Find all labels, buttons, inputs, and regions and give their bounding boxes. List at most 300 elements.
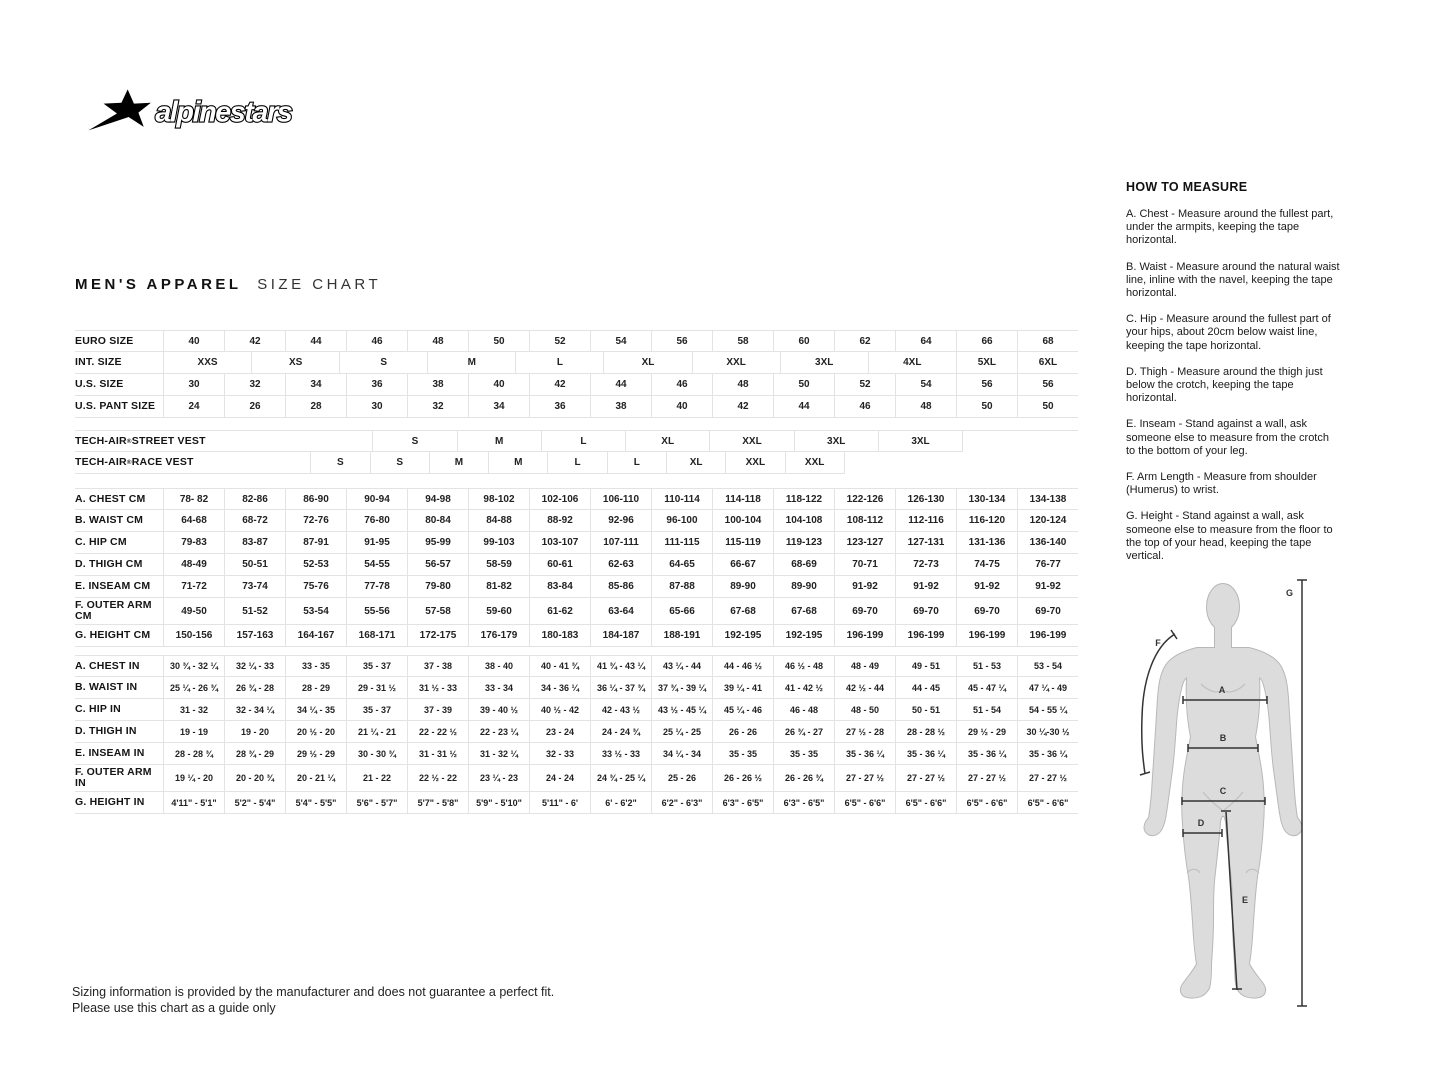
- cell-height-cm-11: 196-199: [834, 625, 895, 647]
- cell-chest-in-11: 48 - 49: [834, 656, 895, 677]
- cell-height-cm-2: 164-167: [285, 625, 346, 647]
- cell-us-pant-size-13: 50: [956, 396, 1017, 418]
- cell-chest-cm-7: 106-110: [590, 489, 651, 510]
- cell-outer-arm-in-11: 27 - 27 ½: [834, 765, 895, 792]
- measure-instruction-hip: C. Hip - Measure around the fullest part of your hips, about 20cm below waist line, keeping the tape horizontal.: [1126, 313, 1331, 352]
- cell-euro-size-10: 60: [773, 331, 834, 352]
- row-label-outer-arm-cm: F. OUTER ARM CM: [75, 598, 163, 625]
- cell-chest-cm-12: 126-130: [895, 489, 956, 510]
- cell-thigh-in-12: 28 - 28 ½: [895, 721, 956, 743]
- cell-tech-air-race-vest-7: XL: [666, 452, 725, 474]
- row-label-inseam-cm: E. INSEAM CM: [75, 576, 163, 598]
- cell-thigh-in-2: 20 ½ - 20: [285, 721, 346, 743]
- cell-tech-air-street-vest-1: S: [372, 431, 456, 452]
- cell-outer-arm-cm-5: 59-60: [468, 598, 529, 625]
- cell-inseam-cm-2: 75-76: [285, 576, 346, 598]
- cell-waist-cm-10: 104-108: [773, 510, 834, 532]
- cell-us-pant-size-6: 36: [529, 396, 590, 418]
- cell-hip-in-3: 35 - 37: [346, 699, 407, 721]
- cell-thigh-in-4: 22 - 22 ½: [407, 721, 468, 743]
- cell-inseam-in-6: 32 - 33: [529, 743, 590, 765]
- cell-inseam-cm-6: 83-84: [529, 576, 590, 598]
- table-row-waist-cm: [75, 510, 1078, 532]
- measure-instruction-inseam: E. Inseam - Stand against a wall, ask someone else to measure from the crotch to the bottom of your leg.: [1126, 418, 1329, 457]
- cell-chest-cm-9: 114-118: [712, 489, 773, 510]
- cell-inseam-cm-1: 73-74: [224, 576, 285, 598]
- cell-us-size-8: 46: [651, 374, 712, 396]
- cell-euro-size-14: 68: [1017, 331, 1078, 352]
- cell-height-in-10: 6'3" - 6'5": [773, 792, 834, 814]
- measure-instruction-waist: B. Waist - Measure around the natural waist line, inline with the navel, keeping the tape horizontal.: [1126, 260, 1340, 300]
- cell-waist-in-4: 31 ½ - 33: [407, 677, 468, 699]
- how-to-measure-section: [1126, 180, 1341, 576]
- cell-us-size-10: 50: [773, 374, 834, 396]
- cell-int-size-10: 6XL: [1017, 352, 1078, 374]
- cell-us-size-9: 48: [712, 374, 773, 396]
- cell-inseam-cm-3: 77-78: [346, 576, 407, 598]
- cell-chest-in-2: 33 - 35: [285, 656, 346, 677]
- row-label-hip-cm: C. HIP CM: [75, 532, 163, 554]
- cell-inseam-cm-8: 87-88: [651, 576, 712, 598]
- table-row-hip-cm: [75, 532, 1078, 554]
- cell-chest-in-7: 41 ¾ - 43 ¼: [590, 656, 651, 677]
- cell-height-cm-8: 188-191: [651, 625, 712, 647]
- cell-tech-air-street-vest-3: L: [541, 431, 625, 452]
- cell-inseam-in-8: 34 ¼ - 34: [651, 743, 712, 765]
- cell-thigh-cm-6: 60-61: [529, 554, 590, 576]
- cell-waist-in-3: 29 - 31 ½: [346, 677, 407, 699]
- cell-height-in-9: 6'3" - 6'5": [712, 792, 773, 814]
- cell-inseam-cm-10: 89-90: [773, 576, 834, 598]
- cell-waist-cm-6: 88-92: [529, 510, 590, 532]
- cell-int-size-6: XXL: [692, 352, 780, 374]
- cell-chest-in-4: 37 - 38: [407, 656, 468, 677]
- cell-hip-cm-6: 103-107: [529, 532, 590, 554]
- cell-us-pant-size-1: 26: [224, 396, 285, 418]
- cell-inseam-in-9: 35 - 35: [712, 743, 773, 765]
- cell-outer-arm-cm-1: 51-52: [224, 598, 285, 625]
- row-label-us-size: U.S. SIZE: [75, 374, 163, 396]
- cell-chest-in-8: 43 ¼ - 44: [651, 656, 712, 677]
- cell-inseam-cm-11: 91-92: [834, 576, 895, 598]
- row-label-height-cm: G. HEIGHT CM: [75, 625, 163, 647]
- cell-waist-in-8: 37 ¾ - 39 ¼: [651, 677, 712, 699]
- cell-height-cm-9: 192-195: [712, 625, 773, 647]
- cell-height-cm-12: 196-199: [895, 625, 956, 647]
- cell-height-in-11: 6'5" - 6'6": [834, 792, 895, 814]
- cell-height-in-5: 5'9" - 5'10": [468, 792, 529, 814]
- cell-height-in-2: 5'4" - 5'5": [285, 792, 346, 814]
- cell-tech-air-race-vest-4: M: [488, 452, 547, 474]
- measure-instruction-thigh: D. Thigh - Measure around the thigh just below the crotch, keeping the tape horizontal.: [1126, 365, 1323, 405]
- cell-us-pant-size-10: 44: [773, 396, 834, 418]
- row-label-int-size: INT. SIZE: [75, 352, 163, 374]
- cell-us-size-3: 36: [346, 374, 407, 396]
- cell-inseam-in-14: 35 - 36 ¼: [1017, 743, 1078, 765]
- cell-waist-cm-4: 80-84: [407, 510, 468, 532]
- cell-hip-cm-9: 115-119: [712, 532, 773, 554]
- cell-thigh-cm-10: 68-69: [773, 554, 834, 576]
- cell-inseam-cm-0: 71-72: [163, 576, 224, 598]
- cell-tech-air-street-vest-6: 3XL: [794, 431, 878, 452]
- figure-label-e: E: [1242, 895, 1249, 905]
- cell-chest-cm-14: 134-138: [1017, 489, 1078, 510]
- cell-outer-arm-in-10: 26 - 26 ¾: [773, 765, 834, 792]
- cell-tech-air-street-vest-0: [206, 431, 373, 452]
- cell-chest-cm-0: 78- 82: [163, 489, 224, 510]
- cell-us-pant-size-11: 46: [834, 396, 895, 418]
- cell-waist-in-9: 39 ¼ - 41: [712, 677, 773, 699]
- cell-waist-cm-5: 84-88: [468, 510, 529, 532]
- table-row-thigh-in: [75, 721, 1078, 743]
- cell-waist-in-10: 41 - 42 ½: [773, 677, 834, 699]
- cell-us-pant-size-14: 50: [1017, 396, 1078, 418]
- row-label-tech-air-street-vest: TECH-AIR ® STREET VEST: [75, 431, 206, 452]
- cell-outer-arm-cm-10: 67-68: [773, 598, 834, 625]
- cell-thigh-in-8: 25 ¼ - 25: [651, 721, 712, 743]
- cell-height-in-13: 6'5" - 6'6": [956, 792, 1017, 814]
- cell-chest-cm-13: 130-134: [956, 489, 1017, 510]
- cell-height-cm-14: 196-199: [1017, 625, 1078, 647]
- cell-int-size-8: 4XL: [868, 352, 956, 374]
- table-row-us-size: [75, 374, 1078, 396]
- cell-hip-in-4: 37 - 39: [407, 699, 468, 721]
- table-row-chest-in: [75, 655, 1078, 677]
- cell-hip-in-9: 45 ¼ - 46: [712, 699, 773, 721]
- cell-waist-in-2: 28 - 29: [285, 677, 346, 699]
- cell-thigh-in-3: 21 ¼ - 21: [346, 721, 407, 743]
- cell-height-cm-5: 176-179: [468, 625, 529, 647]
- cell-height-cm-4: 172-175: [407, 625, 468, 647]
- cell-us-size-4: 38: [407, 374, 468, 396]
- cell-thigh-cm-14: 76-77: [1017, 554, 1078, 576]
- table-row-int-size: [75, 352, 1078, 374]
- row-label-waist-in: B. WAIST IN: [75, 677, 163, 699]
- cell-thigh-cm-1: 50-51: [224, 554, 285, 576]
- cell-us-pant-size-8: 40: [651, 396, 712, 418]
- figure-label-f: F: [1155, 638, 1161, 648]
- cell-outer-arm-cm-7: 63-64: [590, 598, 651, 625]
- cell-outer-arm-in-3: 21 - 22: [346, 765, 407, 792]
- measure-instruction-height: G. Height - Stand against a wall, ask someone else to measure from the floor to the top of your head, keeping the tape vertical.: [1126, 510, 1333, 563]
- cell-outer-arm-cm-14: 69-70: [1017, 598, 1078, 625]
- cell-outer-arm-cm-2: 53-54: [285, 598, 346, 625]
- cell-us-size-2: 34: [285, 374, 346, 396]
- cell-height-in-12: 6'5" - 6'6": [895, 792, 956, 814]
- cell-height-in-7: 6' - 6'2": [590, 792, 651, 814]
- cell-us-size-1: 32: [224, 374, 285, 396]
- row-label-thigh-in: D. THIGH IN: [75, 721, 163, 743]
- cell-height-cm-7: 184-187: [590, 625, 651, 647]
- cell-chest-in-13: 51 - 53: [956, 656, 1017, 677]
- cell-outer-arm-cm-4: 57-58: [407, 598, 468, 625]
- cell-height-in-6: 5'11" - 6': [529, 792, 590, 814]
- cell-us-pant-size-4: 32: [407, 396, 468, 418]
- cell-hip-cm-10: 119-123: [773, 532, 834, 554]
- cell-thigh-cm-9: 66-67: [712, 554, 773, 576]
- cell-thigh-in-1: 19 - 20: [224, 721, 285, 743]
- table-row-outer-arm-cm: [75, 598, 1078, 625]
- cell-hip-in-5: 39 - 40 ½: [468, 699, 529, 721]
- cell-hip-cm-14: 136-140: [1017, 532, 1078, 554]
- cell-outer-arm-in-5: 23 ¼ - 23: [468, 765, 529, 792]
- cell-chest-in-0: 30 ¾ - 32 ¼: [163, 656, 224, 677]
- cell-chest-cm-1: 82-86: [224, 489, 285, 510]
- cell-chest-cm-8: 110-114: [651, 489, 712, 510]
- cell-waist-in-13: 45 - 47 ¼: [956, 677, 1017, 699]
- cell-chest-in-14: 53 - 54: [1017, 656, 1078, 677]
- table-row-waist-in: [75, 677, 1078, 699]
- cell-waist-cm-0: 64-68: [163, 510, 224, 532]
- cell-waist-in-12: 44 - 45: [895, 677, 956, 699]
- cell-euro-size-7: 54: [590, 331, 651, 352]
- cell-hip-in-14: 54 - 55 ¼: [1017, 699, 1078, 721]
- cell-tech-air-race-vest-9: XXL: [785, 452, 844, 474]
- cell-height-in-4: 5'7" - 5'8": [407, 792, 468, 814]
- cell-tech-air-street-vest-4: XL: [625, 431, 709, 452]
- table-row-thigh-cm: [75, 554, 1078, 576]
- cell-thigh-cm-4: 56-57: [407, 554, 468, 576]
- cell-thigh-in-13: 29 ½ - 29: [956, 721, 1017, 743]
- cell-hip-cm-12: 127-131: [895, 532, 956, 554]
- cell-outer-arm-in-7: 24 ¾ - 25 ¼: [590, 765, 651, 792]
- row-label-height-in: G. HEIGHT IN: [75, 792, 163, 814]
- cell-inseam-in-2: 29 ½ - 29: [285, 743, 346, 765]
- cell-thigh-cm-2: 52-53: [285, 554, 346, 576]
- cell-waist-cm-1: 68-72: [224, 510, 285, 532]
- cell-hip-cm-13: 131-136: [956, 532, 1017, 554]
- cell-inseam-in-12: 35 - 36 ¼: [895, 743, 956, 765]
- cell-waist-cm-3: 76-80: [346, 510, 407, 532]
- row-label-tech-air-race-vest: TECH-AIR ® RACE VEST: [75, 452, 194, 474]
- cell-us-pant-size-9: 42: [712, 396, 773, 418]
- cell-tech-air-race-vest-2: S: [370, 452, 429, 474]
- row-label-chest-in: A. CHEST IN: [75, 656, 163, 677]
- figure-label-b: B: [1219, 733, 1227, 743]
- cell-inseam-cm-5: 81-82: [468, 576, 529, 598]
- cell-height-in-0: 4'11" - 5'1": [163, 792, 224, 814]
- cell-tech-air-race-vest-3: M: [429, 452, 488, 474]
- cell-height-cm-3: 168-171: [346, 625, 407, 647]
- cell-outer-arm-in-2: 20 - 21 ¼: [285, 765, 346, 792]
- cell-tech-air-street-vest-8: [962, 431, 1078, 452]
- table-row-inseam-cm: [75, 576, 1078, 598]
- cell-waist-in-7: 36 ¼ - 37 ¾: [590, 677, 651, 699]
- cell-height-cm-6: 180-183: [529, 625, 590, 647]
- row-label-hip-in: C. HIP IN: [75, 699, 163, 721]
- cell-us-size-13: 56: [956, 374, 1017, 396]
- cell-hip-in-13: 51 - 54: [956, 699, 1017, 721]
- cell-height-in-3: 5'6" - 5'7": [346, 792, 407, 814]
- cell-euro-size-11: 62: [834, 331, 895, 352]
- cell-hip-in-11: 48 - 50: [834, 699, 895, 721]
- cell-outer-arm-in-4: 22 ½ - 22: [407, 765, 468, 792]
- cell-hip-cm-2: 87-91: [285, 532, 346, 554]
- cell-thigh-cm-13: 74-75: [956, 554, 1017, 576]
- cell-hip-cm-8: 111-115: [651, 532, 712, 554]
- cell-chest-in-9: 44 - 46 ½: [712, 656, 773, 677]
- table-row-hip-in: [75, 699, 1078, 721]
- cell-chest-in-1: 32 ¼ - 33: [224, 656, 285, 677]
- cell-outer-arm-cm-12: 69-70: [895, 598, 956, 625]
- cell-inseam-cm-9: 89-90: [712, 576, 773, 598]
- disclaimer: [72, 984, 554, 1016]
- row-label-chest-cm: A. CHEST CM: [75, 489, 163, 510]
- page-title-main: MEN'S APPAREL: [75, 276, 242, 293]
- cell-chest-in-10: 46 ½ - 48: [773, 656, 834, 677]
- cell-tech-air-race-vest-10: [844, 452, 1078, 474]
- cell-chest-cm-3: 90-94: [346, 489, 407, 510]
- cell-tech-air-race-vest-1: S: [310, 452, 369, 474]
- cell-euro-size-0: 40: [163, 331, 224, 352]
- cell-hip-in-2: 34 ¼ - 35: [285, 699, 346, 721]
- cell-outer-arm-cm-9: 67-68: [712, 598, 773, 625]
- cell-chest-cm-4: 94-98: [407, 489, 468, 510]
- cell-waist-cm-13: 116-120: [956, 510, 1017, 532]
- cell-inseam-in-13: 35 - 36 ¼: [956, 743, 1017, 765]
- cell-inseam-in-1: 28 ¾ - 29: [224, 743, 285, 765]
- cell-chest-cm-6: 102-106: [529, 489, 590, 510]
- cell-outer-arm-in-6: 24 - 24: [529, 765, 590, 792]
- cell-us-pant-size-7: 38: [590, 396, 651, 418]
- cell-hip-in-10: 46 - 48: [773, 699, 834, 721]
- cell-euro-size-9: 58: [712, 331, 773, 352]
- cell-waist-in-1: 26 ¾ - 28: [224, 677, 285, 699]
- cell-hip-in-12: 50 - 51: [895, 699, 956, 721]
- cell-thigh-in-9: 26 - 26: [712, 721, 773, 743]
- cell-euro-size-13: 66: [956, 331, 1017, 352]
- cell-thigh-cm-3: 54-55: [346, 554, 407, 576]
- figure-label-a: A: [1218, 685, 1226, 695]
- cell-waist-cm-2: 72-76: [285, 510, 346, 532]
- cell-thigh-in-11: 27 ½ - 28: [834, 721, 895, 743]
- cell-waist-cm-7: 92-96: [590, 510, 651, 532]
- cell-tech-air-race-vest-8: XXL: [725, 452, 784, 474]
- cell-hip-in-8: 43 ½ - 45 ¼: [651, 699, 712, 721]
- figure-label-c: C: [1219, 786, 1227, 796]
- cell-chest-cm-11: 122-126: [834, 489, 895, 510]
- cell-inseam-cm-14: 91-92: [1017, 576, 1078, 598]
- cell-thigh-cm-7: 62-63: [590, 554, 651, 576]
- row-label-thigh-cm: D. THIGH CM: [75, 554, 163, 576]
- alpinestars-logo: [75, 83, 325, 135]
- cell-thigh-in-5: 22 - 23 ¼: [468, 721, 529, 743]
- cell-euro-size-6: 52: [529, 331, 590, 352]
- cell-tech-air-street-vest-2: M: [457, 431, 541, 452]
- cell-us-size-7: 44: [590, 374, 651, 396]
- cell-height-in-1: 5'2" - 5'4": [224, 792, 285, 814]
- table-row-inseam-in: [75, 743, 1078, 765]
- cell-us-size-5: 40: [468, 374, 529, 396]
- cell-hip-in-0: 31 - 32: [163, 699, 224, 721]
- cell-height-cm-10: 192-195: [773, 625, 834, 647]
- measure-instruction-arm: F. Arm Length - Measure from shoulder (Humerus) to wrist.: [1126, 471, 1317, 497]
- cell-us-pant-size-0: 24: [163, 396, 224, 418]
- cell-us-size-6: 42: [529, 374, 590, 396]
- cell-hip-cm-4: 95-99: [407, 532, 468, 554]
- cell-height-cm-13: 196-199: [956, 625, 1017, 647]
- table-row-tech-air-race-vest: [75, 452, 1078, 474]
- cell-int-size-0: XXS: [163, 352, 251, 374]
- cell-int-size-5: XL: [603, 352, 691, 374]
- cell-waist-cm-14: 120-124: [1017, 510, 1078, 532]
- size-table: [75, 330, 1078, 814]
- table-row-height-in: [75, 792, 1078, 814]
- cell-inseam-cm-7: 85-86: [590, 576, 651, 598]
- cell-outer-arm-in-8: 25 - 26: [651, 765, 712, 792]
- cell-hip-cm-7: 107-111: [590, 532, 651, 554]
- cell-thigh-in-14: 30 ¼-30 ½: [1017, 721, 1078, 743]
- alpinestars-star-icon: [88, 89, 150, 130]
- table-row-height-cm: [75, 625, 1078, 647]
- figure-label-d: D: [1197, 818, 1205, 828]
- cell-waist-cm-12: 112-116: [895, 510, 956, 532]
- cell-thigh-cm-11: 70-71: [834, 554, 895, 576]
- disclaimer-line-2: Please use this chart as a guide only: [72, 1001, 276, 1015]
- cell-height-cm-1: 157-163: [224, 625, 285, 647]
- cell-waist-cm-9: 100-104: [712, 510, 773, 532]
- height-line: [1297, 580, 1307, 1006]
- cell-euro-size-4: 48: [407, 331, 468, 352]
- cell-outer-arm-in-13: 27 - 27 ½: [956, 765, 1017, 792]
- how-to-measure-heading: HOW TO MEASURE: [1126, 180, 1248, 194]
- cell-waist-cm-8: 96-100: [651, 510, 712, 532]
- row-label-waist-cm: B. WAIST CM: [75, 510, 163, 532]
- cell-us-size-12: 54: [895, 374, 956, 396]
- cell-thigh-cm-0: 48-49: [163, 554, 224, 576]
- cell-hip-in-1: 32 - 34 ¼: [224, 699, 285, 721]
- cell-waist-in-6: 34 - 36 ¼: [529, 677, 590, 699]
- cell-outer-arm-cm-3: 55-56: [346, 598, 407, 625]
- cell-euro-size-1: 42: [224, 331, 285, 352]
- cell-us-pant-size-3: 30: [346, 396, 407, 418]
- cell-outer-arm-cm-13: 69-70: [956, 598, 1017, 625]
- cell-outer-arm-cm-11: 69-70: [834, 598, 895, 625]
- cell-int-size-1: XS: [251, 352, 339, 374]
- cell-hip-cm-1: 83-87: [224, 532, 285, 554]
- cell-thigh-cm-8: 64-65: [651, 554, 712, 576]
- cell-inseam-in-5: 31 - 32 ¼: [468, 743, 529, 765]
- page-title: [75, 276, 381, 293]
- cell-waist-in-11: 42 ½ - 44: [834, 677, 895, 699]
- cell-waist-in-0: 25 ¼ - 26 ¾: [163, 677, 224, 699]
- cell-inseam-cm-13: 91-92: [956, 576, 1017, 598]
- cell-tech-air-race-vest-0: [194, 452, 311, 474]
- cell-chest-cm-5: 98-102: [468, 489, 529, 510]
- cell-outer-arm-in-9: 26 - 26 ½: [712, 765, 773, 792]
- cell-tech-air-street-vest-5: XXL: [709, 431, 793, 452]
- disclaimer-line-1: Sizing information is provided by the manufacturer and does not guarantee a perfect fit.: [72, 985, 555, 999]
- cell-thigh-in-7: 24 - 24 ¾: [590, 721, 651, 743]
- alpinestars-logo-text: alpinestars: [155, 96, 292, 129]
- table-row-us-pant-size: [75, 396, 1078, 418]
- cell-hip-cm-5: 99-103: [468, 532, 529, 554]
- row-label-us-pant-size: U.S. PANT SIZE: [75, 396, 163, 418]
- cell-euro-size-8: 56: [651, 331, 712, 352]
- cell-chest-cm-2: 86-90: [285, 489, 346, 510]
- row-label-inseam-in: E. INSEAM IN: [75, 743, 163, 765]
- figure-label-g: G: [1285, 588, 1293, 598]
- cell-us-pant-size-12: 48: [895, 396, 956, 418]
- cell-us-size-0: 30: [163, 374, 224, 396]
- cell-chest-cm-10: 118-122: [773, 489, 834, 510]
- cell-euro-size-5: 50: [468, 331, 529, 352]
- cell-us-size-11: 52: [834, 374, 895, 396]
- cell-inseam-in-11: 35 - 36 ¼: [834, 743, 895, 765]
- cell-thigh-in-10: 26 ¾ - 27: [773, 721, 834, 743]
- cell-inseam-in-0: 28 - 28 ¾: [163, 743, 224, 765]
- cell-height-cm-0: 150-156: [163, 625, 224, 647]
